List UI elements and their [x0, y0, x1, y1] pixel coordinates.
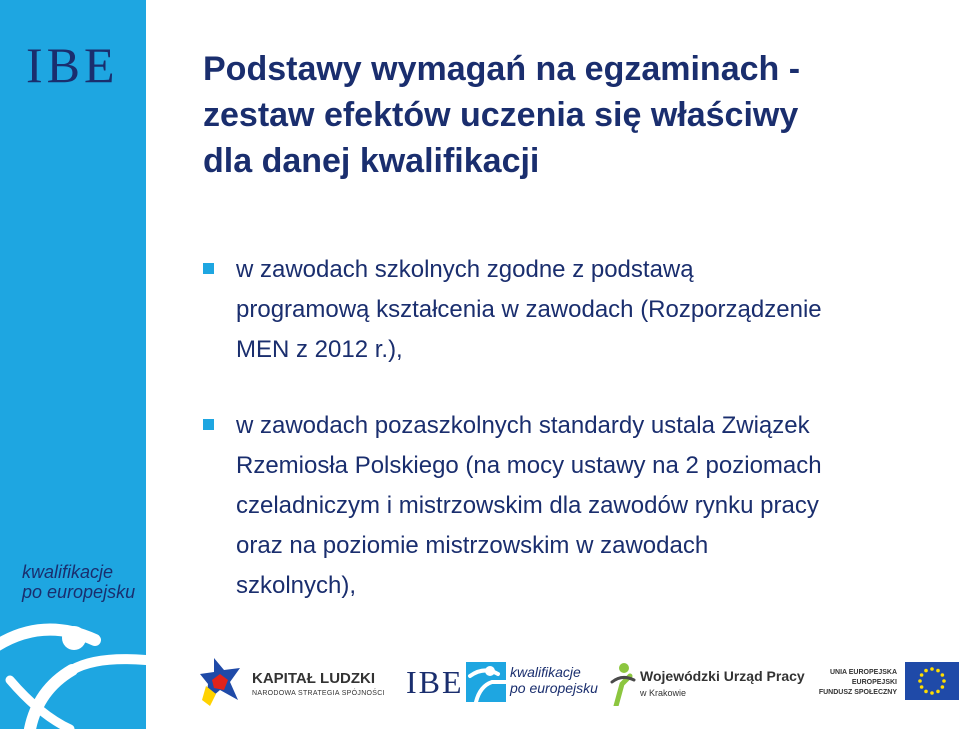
wup-city: w Krakowie: [640, 688, 687, 698]
bullet-line: czeladniczym i mistrzowskim dla zawodów rynku pracy: [236, 492, 819, 519]
kapital-ludzki-star-icon: [200, 656, 246, 712]
eu-star: [941, 673, 945, 677]
kapital-ludzki-name: KAPITAŁ LUDZKI: [252, 670, 376, 687]
footer-logos: [200, 648, 959, 720]
eu-star: [942, 679, 946, 683]
eu-star: [920, 673, 924, 677]
title-line: Podstawy wymagań na egzaminach -: [203, 50, 801, 88]
tagline-line-2: po europejsku: [22, 582, 136, 602]
wup-name: Wojewódzki Urząd Pracy: [640, 668, 805, 684]
eu-line-2: EUROPEJSKI: [851, 679, 897, 686]
wup-logo: [610, 662, 805, 706]
eu-star: [924, 669, 928, 673]
eu-star: [930, 667, 934, 671]
bullet-line: oraz na poziomie mistrzowskim w zawodach: [236, 532, 709, 559]
eu-star: [918, 679, 922, 683]
eu-star: [936, 690, 940, 694]
eu-star: [941, 685, 945, 689]
bullet-item: [203, 250, 955, 370]
slide-title: [203, 46, 943, 184]
bullet-list: [203, 250, 955, 606]
ibe-figure-icon: [466, 662, 506, 702]
bullet-line: programową kształcenia w zawodach (Rozporządzenie: [236, 296, 822, 323]
ibe-footer-text: IBE: [406, 664, 464, 700]
bullet-item: [203, 406, 955, 606]
square-bullet-icon: [203, 419, 214, 430]
kpe-line-2: po europejsku: [510, 680, 598, 696]
wup-figure-icon: [610, 662, 636, 706]
title-line: zestaw efektów uczenia się właściwy: [203, 96, 799, 134]
eu-logo: [804, 662, 959, 706]
title-line: dla danej kwalifikacji: [203, 142, 540, 180]
eu-text: [819, 668, 897, 698]
eu-star: [936, 669, 940, 673]
bullet-line: MEN z 2012 r.),: [236, 336, 403, 363]
kapital-ludzki-subtitle: NARODOWA STRATEGIA SPÓJNOŚCI: [252, 690, 385, 697]
kpe-footer-tagline: [510, 664, 598, 696]
kapital-ludzki-logo: [200, 656, 385, 712]
tagline-line-1: kwalifikacje: [22, 562, 114, 582]
bullet-line: Rzemiosła Polskiego (na mocy ustawy na 2 poziomach: [236, 452, 822, 479]
ibe-logo: IBE: [26, 37, 119, 93]
sidebar: [0, 0, 146, 729]
sidebar-tagline: [22, 562, 135, 602]
bullet-line: w zawodach szkolnych zgodne z podstawą: [236, 256, 694, 283]
eu-line-1: UNIA EUROPEJSKA: [829, 669, 897, 676]
ibe-footer-logo: [406, 662, 506, 706]
eu-star: [920, 685, 924, 689]
eu-star: [930, 691, 934, 695]
eu-flag-icon: [905, 662, 959, 700]
bullet-line: szkolnych),: [236, 572, 357, 599]
person-figure-icon: [0, 620, 146, 729]
eu-star: [924, 690, 928, 694]
kpe-line-1: kwalifikacje: [510, 664, 581, 680]
square-bullet-icon: [203, 263, 214, 274]
bullet-line: w zawodach pozaszkolnych standardy ustala Związek: [236, 412, 810, 439]
eu-line-3: FUNDUSZ SPOŁECZNY: [818, 689, 897, 696]
